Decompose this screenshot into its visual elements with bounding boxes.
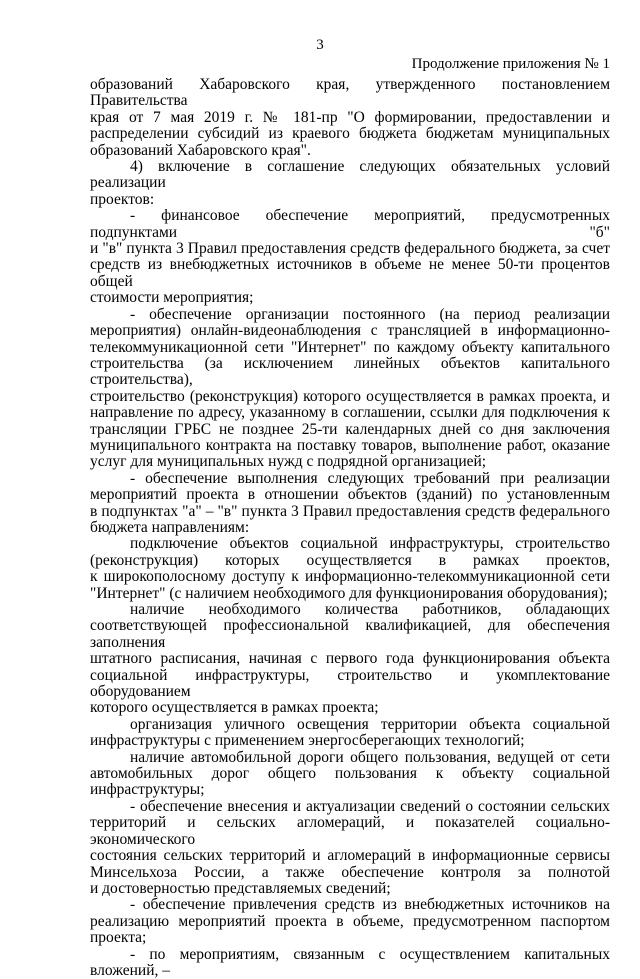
text-line: реализацию мероприятий проекта в объеме, предусмотренном паспортом проекта;	[90, 912, 610, 947]
text-line: "Интернет" (с наличием необходимого для функционирования оборудования);	[90, 584, 608, 602]
text-line: к широкополосному доступу к информационно-телекоммуникационной сети	[90, 568, 610, 586]
text-line: - по мероприятиям, связанным с осуществлением капитальных вложений, –	[90, 945, 610, 979]
text-line: и "в" пункта 3 Правил предоставления средств федерального бюджета, за счет	[90, 240, 610, 258]
text-line: штатного расписания, начиная с первого года функционирования объекта	[90, 650, 610, 668]
text-line: территорий и сельских агломераций, и показателей социально-экономического	[90, 814, 610, 848]
continuation-label: Продолжение приложения № 1	[411, 56, 610, 72]
text-line: телекоммуникационной сети "Интернет" по каждому объекту капитального	[90, 338, 610, 356]
text-line: организация уличного освещения территории объекта социальной	[130, 715, 610, 733]
text-line: - обеспечение организации постоянного (на период реализации	[130, 305, 610, 323]
text-line: в подпунктах "а" – "в" пункта 3 Правил предоставления средств федерального	[90, 502, 610, 520]
text-line: подключение объектов социальной инфраструктуры, строительство	[130, 535, 610, 553]
text-line: наличие необходимого количества работников, обладающих	[130, 601, 610, 618]
text-line: строительства (за исключением линейных объектов капитального строительства),	[90, 354, 610, 389]
text-line: бюджета направлениям:	[90, 518, 250, 536]
text-line: и достоверностью представляемых сведений;	[90, 879, 391, 897]
document-body	[90, 77, 610, 979]
text-line: автомобильных дорог общего пользования к объекту социальной	[90, 765, 610, 783]
text-line: услуг для муниципальных нужд с подрядной организацией;	[90, 453, 487, 471]
text-line: мероприятий проекта в отношении объектов (зданий) по установленным	[90, 486, 610, 504]
text-line: - обеспечение внесения и актуализации сведений о состоянии сельских	[130, 797, 610, 815]
text-line: которого осуществляется в рамках проекта;	[90, 699, 379, 717]
text-line: проектов:	[90, 190, 155, 208]
text-line: стоимости мероприятия;	[90, 289, 254, 307]
text-line: муниципального контракта на поставку товаров, выполнение работ, оказание	[90, 436, 610, 454]
text-line: мероприятия) онлайн-видеонаблюдения с трансляцией в информационно-	[90, 322, 610, 340]
text-line: края от 7 мая 2019 г. № 181-пр "О формировании, предоставлении и	[90, 108, 610, 126]
text-line: состояния сельских территорий и агломераций в информационные сервисы	[90, 847, 610, 865]
text-line: наличие автомобильной дороги общего пользования, ведущей от сети	[130, 748, 610, 766]
text-line: 4) включение в соглашение следующих обязательных условий реализации	[90, 158, 610, 192]
text-line: - обеспечение привлечения средств из внебюджетных источников на	[130, 896, 610, 914]
text-line: инфраструктуры;	[90, 781, 205, 799]
text-line: Минсельхоза России, а также обеспечение контроля за полнотой	[90, 863, 610, 881]
text-line: распределении субсидий из краевого бюджета бюджетам муниципальных	[90, 125, 610, 143]
text-line: направление по адресу, указанному в соглашении, ссылки для подключения к	[90, 404, 610, 422]
text-line: средств из внебюджетных источников в объеме не менее 50-ти процентов общей	[90, 256, 610, 290]
text-line: образований Хабаровского края".	[90, 141, 311, 159]
text-line: трансляции ГРБС не позднее 25-ти календарных дней со дня заключения	[90, 420, 610, 438]
text-line: - обеспечение выполнения следующих требований при реализации	[130, 469, 610, 487]
text-line: (реконструкция) которых осуществляется в рамках проектов,	[90, 551, 610, 569]
text-line: - финансовое обеспечение мероприятий, предусмотренных подпунктами "б"	[90, 207, 610, 241]
text-line: социальной инфраструктуры, строительство и укомплектование оборудованием	[90, 666, 610, 701]
text-line: соответствующей профессиональной квалификацией, для обеспечения заполнения	[90, 617, 610, 651]
text-line: образований Хабаровского края, утвержденного постановлением Правительства	[90, 76, 610, 110]
text-line: строительство (реконструкция) которого осуществляется в рамках проекта, и	[90, 387, 610, 405]
text-line: инфраструктуры с применением энергосберегающих технологий;	[90, 732, 525, 750]
page-number: 3	[316, 37, 324, 53]
